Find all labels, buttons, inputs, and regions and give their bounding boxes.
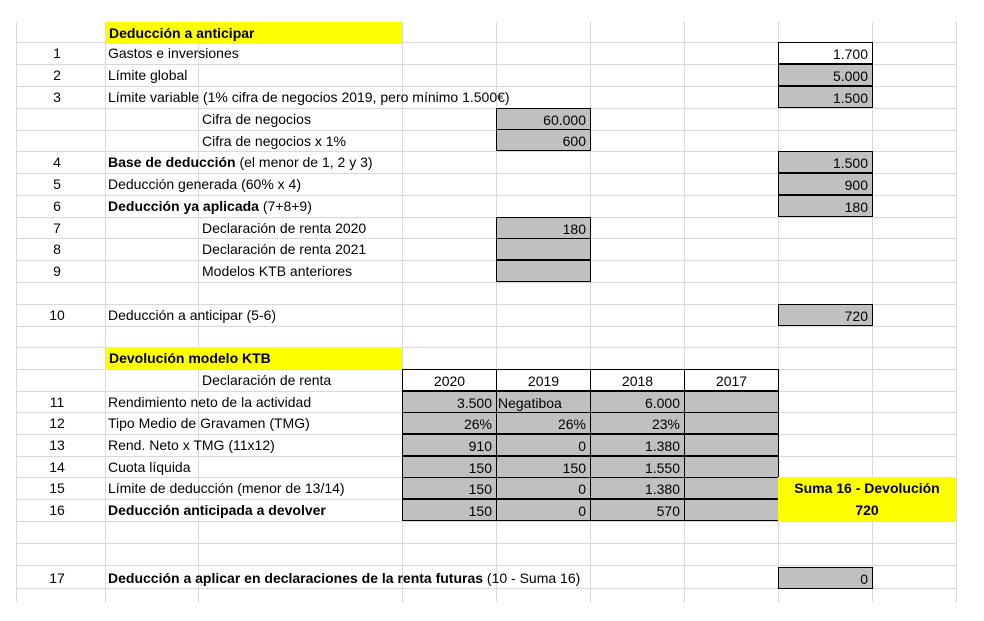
row-label: Modelos KTB anteriores — [202, 263, 353, 279]
row-label: Rendimiento neto de la actividad — [108, 394, 312, 410]
header-label: Declaración de renta — [202, 372, 332, 388]
row-label-bold: Deducción ya aplicada — [108, 198, 259, 214]
value-cell[interactable]: 600 — [496, 129, 591, 151]
table-row — [0, 412, 984, 434]
suma-devolucion-box — [778, 477, 956, 521]
value-cell[interactable]: 0 — [496, 499, 591, 521]
row-label-rest: (10 - Suma 16) — [483, 570, 581, 586]
row-label: Tipo Medio de Gravamen (TMG) — [108, 415, 310, 431]
value-cell[interactable]: 0 — [778, 567, 873, 589]
row-label: Límite global — [108, 67, 188, 83]
row-label-rest: (7+8+9) — [258, 198, 312, 214]
table-row — [0, 260, 984, 282]
value-cell[interactable]: 0 — [496, 434, 591, 456]
table-row — [0, 173, 984, 195]
suma-label: Suma 16 - Devolución — [794, 480, 940, 496]
table-row — [0, 456, 984, 478]
table-row — [0, 238, 984, 260]
value-cell[interactable]: 1.380 — [590, 477, 685, 499]
year-header: 2019 — [496, 369, 591, 391]
value-cell[interactable] — [684, 456, 779, 478]
row-number: 1 — [53, 45, 61, 61]
value-cell[interactable]: 6.000 — [590, 391, 685, 413]
row-number: 6 — [53, 198, 61, 214]
value-cell[interactable]: 180 — [496, 217, 591, 239]
year-header: 2020 — [402, 369, 497, 391]
row-label: Declaración de renta 2021 — [202, 241, 367, 257]
table-row — [0, 151, 984, 173]
value-cell[interactable]: Negatiboa — [496, 391, 591, 413]
row-number: 11 — [49, 394, 65, 410]
row-label-bold: Base de deducción — [108, 154, 236, 170]
value-cell[interactable]: 1.550 — [590, 456, 685, 478]
value-cell[interactable]: 900 — [778, 173, 873, 195]
table-row — [0, 42, 984, 64]
row-number: 4 — [53, 154, 61, 170]
value-cell[interactable]: 26% — [402, 412, 497, 434]
row-number: 8 — [53, 241, 61, 257]
value-cell[interactable]: 23% — [590, 412, 685, 434]
section-title-deduccion: Deducción a anticipar — [106, 22, 402, 44]
row-label: Deducción a anticipar (5-6) — [108, 307, 277, 323]
table-row — [0, 217, 984, 239]
section-title-devolucion: Devolución modelo KTB — [106, 347, 402, 369]
row-label: Límite variable (1% cifra de negocios 2019, pero mínimo 1.500€) — [108, 89, 510, 105]
value-cell[interactable]: 150 — [402, 456, 497, 478]
value-cell[interactable] — [684, 434, 779, 456]
row-number: 3 — [53, 89, 61, 105]
year-header: 2017 — [684, 369, 779, 391]
row-label: Cifra de negocios x 1% — [202, 133, 346, 149]
row-label: Deducción generada (60% x 4) — [108, 176, 302, 192]
table-row — [0, 567, 984, 589]
row-number: 10 — [49, 307, 65, 323]
value-cell[interactable]: 3.500 — [402, 391, 497, 413]
value-cell[interactable]: 570 — [590, 499, 685, 521]
value-cell[interactable]: 910 — [402, 434, 497, 456]
row-label: Límite de deducción (menor de 13/14) — [108, 480, 345, 496]
row-label: Cuota líquida — [108, 459, 191, 475]
value-cell[interactable]: 150 — [402, 499, 497, 521]
row-label — [108, 151, 373, 173]
value-cell[interactable] — [684, 391, 779, 413]
value-cell[interactable]: 0 — [496, 477, 591, 499]
row-label: Gastos e inversiones — [108, 45, 239, 61]
row-number: 5 — [53, 176, 61, 192]
row-label — [108, 567, 580, 589]
row-label: Declaración de renta 2020 — [202, 220, 367, 236]
row-label: Cifra de negocios — [202, 111, 311, 127]
table-row — [0, 108, 984, 130]
row-number: 17 — [49, 570, 65, 586]
value-cell[interactable]: 5.000 — [778, 64, 873, 86]
table-row — [0, 304, 984, 326]
value-cell[interactable]: 150 — [496, 456, 591, 478]
row-number: 7 — [53, 220, 61, 236]
value-cell[interactable] — [684, 499, 779, 521]
value-cell[interactable]: 60.000 — [496, 108, 591, 130]
row-label: Rend. Neto x TMG (11x12) — [108, 437, 275, 453]
row-number: 9 — [53, 263, 61, 279]
table-row — [0, 434, 984, 456]
value-cell[interactable]: 1.380 — [590, 434, 685, 456]
row-label — [108, 195, 312, 217]
value-cell[interactable] — [684, 477, 779, 499]
table-header-row — [0, 369, 984, 391]
row-number: 2 — [53, 67, 61, 83]
row-number: 12 — [49, 415, 65, 431]
value-cell[interactable]: 720 — [778, 304, 873, 326]
value-cell[interactable]: 180 — [778, 195, 873, 217]
value-cell[interactable]: 150 — [402, 477, 497, 499]
value-cell[interactable] — [496, 238, 591, 260]
table-row — [0, 195, 984, 217]
row-label: Deducción anticipada a devolver — [108, 502, 326, 518]
value-cell[interactable] — [684, 412, 779, 434]
suma-value: 720 — [855, 502, 879, 518]
value-cell[interactable]: 1.500 — [778, 86, 873, 108]
table-row — [0, 391, 984, 413]
table-row — [0, 130, 984, 152]
table-row — [0, 64, 984, 86]
value-cell[interactable] — [496, 260, 591, 282]
row-number: 15 — [49, 480, 65, 496]
row-number: 13 — [49, 437, 65, 453]
row-label-bold: Deducción a aplicar en declaraciones de la renta futuras — [108, 570, 484, 586]
year-header: 2018 — [590, 369, 685, 391]
table-row — [0, 86, 984, 108]
value-cell[interactable]: 1.700 — [778, 42, 873, 64]
value-cell[interactable]: 26% — [496, 412, 591, 434]
value-cell[interactable]: 1.500 — [778, 151, 873, 173]
row-number: 16 — [49, 502, 65, 518]
row-label-rest: (el menor de 1, 2 y 3) — [235, 154, 373, 170]
row-number: 14 — [49, 459, 65, 475]
